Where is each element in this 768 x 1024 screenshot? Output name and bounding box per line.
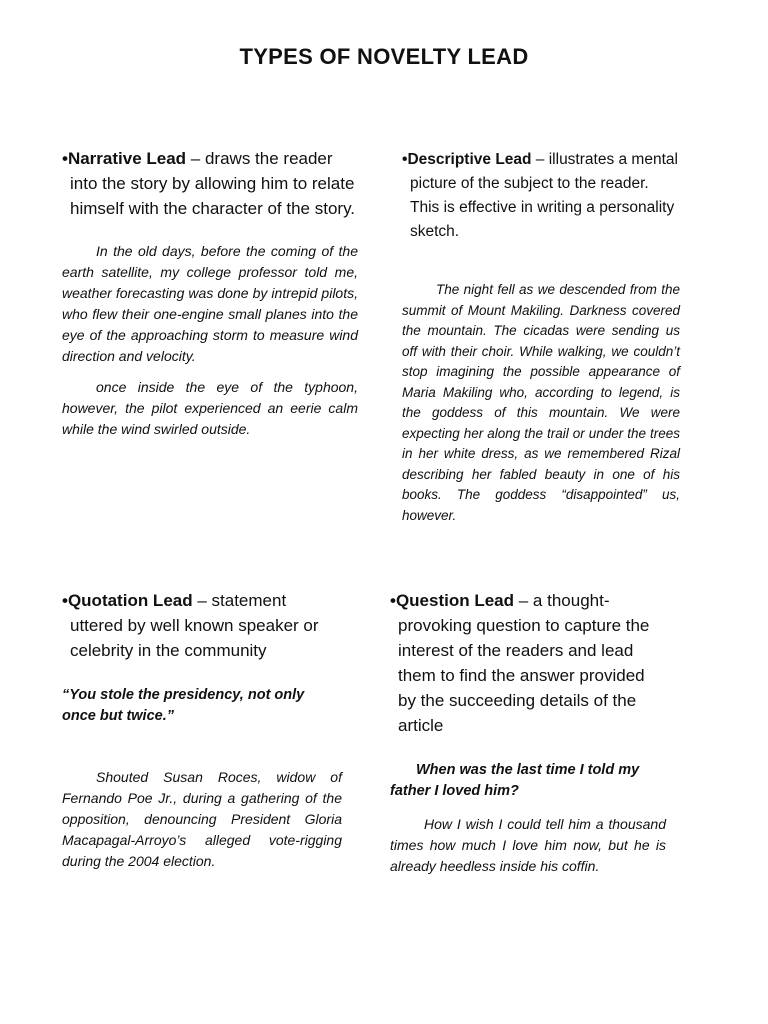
question-lead-definition: – a thought-provoking question to capture the interest of the readers and lead them to find the answer provided by the succeeding details of the article [398, 591, 650, 735]
descriptive-lead-heading [402, 148, 680, 244]
quotation-lead-section [62, 588, 342, 872]
bullet-icon: • [402, 151, 408, 168]
narrative-lead-term: Narrative Lead [67, 149, 187, 168]
bullet-icon: • [390, 591, 396, 610]
descriptive-lead-definition: – illustrates a mental picture of the subject to the reader. This is effective in writing a personality sketch. [410, 151, 678, 240]
quotation-lead-heading [62, 588, 342, 663]
narrative-lead-definition: – draws the reader into the story by allowing him to relate himself with the character of the story. [70, 149, 356, 218]
narrative-lead-section [62, 146, 358, 440]
question-lead-term: Question Lead [395, 591, 515, 610]
narrative-lead-heading [62, 146, 358, 221]
quotation-example-attribution: Shouted Susan Roces, widow of Fernando Poe Jr., during a gathering of the opposition, denouncing President Gloria Macapagal-Arroyo’s alleged vote-rigging during the 2004 election. [62, 769, 342, 869]
quotation-example-quote: “You stole the presidency, not only once but twice.” [62, 687, 305, 724]
bullet-icon: • [62, 149, 68, 168]
narrative-example-paragraph-1: In the old days, before the coming of the earth satellite, my college professor told me, weather forecasting was done by intrepid pilots, who flew their one-engine small planes into the eye of the approaching storm to measure wind direction and velocity. [62, 243, 358, 364]
question-lead-heading [390, 588, 666, 738]
question-example-question: When was the last time I told my father I loved him? [390, 762, 640, 799]
question-lead-section [390, 588, 666, 877]
narrative-example-paragraph-2: once inside the eye of the typhoon, however, the pilot experienced an eerie calm while the wind swirled outside. [62, 379, 358, 437]
descriptive-lead-section [402, 148, 680, 526]
quotation-lead-term: Quotation Lead [67, 591, 193, 610]
bullet-icon: • [62, 591, 68, 610]
question-example-answer: How I wish I could tell him a thousand times how much I love him now, but he is already heedless inside his coffin. [390, 816, 666, 874]
descriptive-example-paragraph: The night fell as we descended from the summit of Mount Makiling. Darkness covered the mountain. The cicadas were sending us off with their choir. While walking, we couldn’t stop imagining the possible appearance of Maria Makiling who, according to legend, is the goddess of this mountain. We were expecting her along the trail or under the trees in her white dress, as we remembered Rizal describing her fabled beauty in one of his books. The goddess “disappointed” us, however. [402, 282, 680, 523]
page-title: TYPES OF NOVELTY LEAD [239, 44, 529, 69]
quotation-lead-definition: – statement uttered by well known speaker or celebrity in the community [70, 591, 319, 660]
descriptive-lead-term: Descriptive Lead [407, 151, 532, 168]
